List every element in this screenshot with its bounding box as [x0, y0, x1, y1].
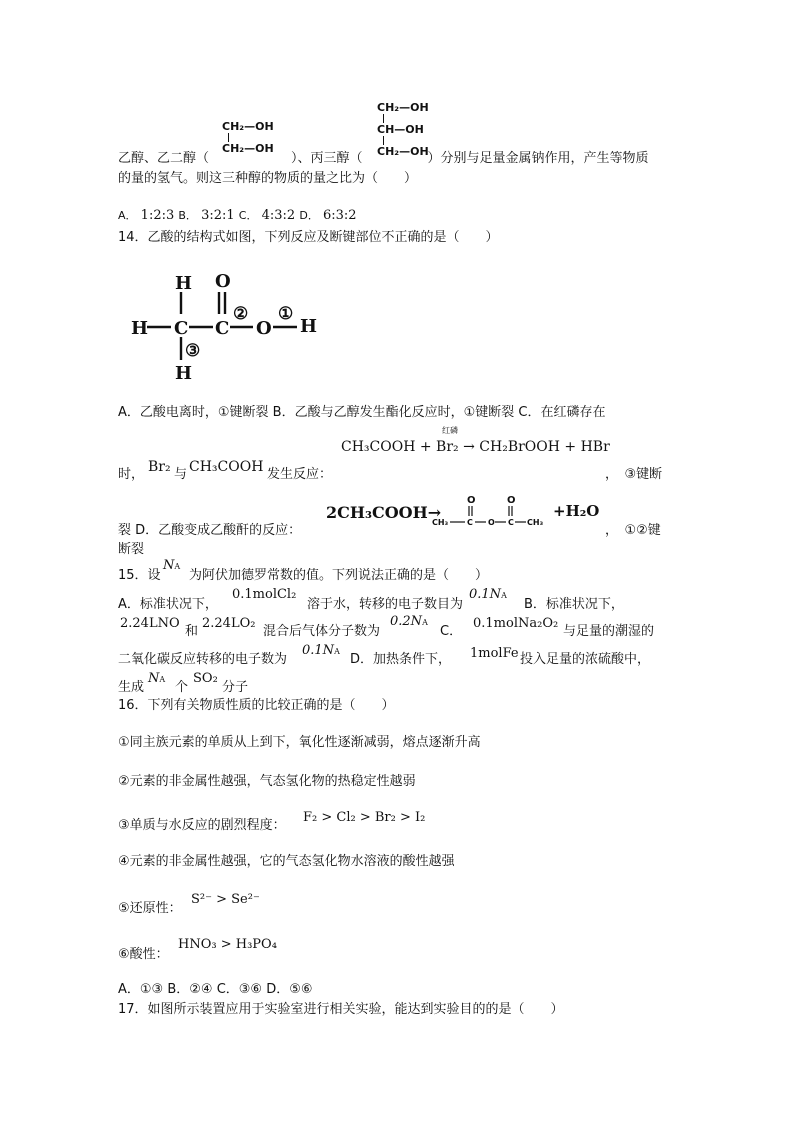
q16-s4: ④元素的非金属性越强，它的气态氢化物水溶液的酸性越强 [118, 854, 455, 869]
q14-line-c [118, 466, 144, 484]
q13-opt-a-label: A． [118, 209, 137, 222]
q15-b2: 和 [185, 624, 199, 639]
atom-h-top: H [175, 273, 193, 294]
q15-stem-b: 为阿伏加德罗常数的值。下列说法正确的是（ ） [189, 568, 489, 583]
q15-c-math2 [302, 643, 340, 658]
q15-a-math1: 0.1molCl₂ [232, 587, 297, 602]
q14-stem: 14．乙酸的结构式如图，下列反应及断键部位不正确的是（ ） [118, 230, 499, 245]
glycerol-row1: CH₂—OH [377, 101, 429, 114]
q15-d-na [148, 671, 165, 686]
q15-a-na: 0.1N [469, 587, 502, 602]
q13-opt-b-label: B． [178, 209, 197, 222]
q16-s1: ①同主族元素的单质从上到下，氧化性逐渐减弱，熔点逐渐升高 [118, 735, 481, 750]
q13-opt-c: 4:3:2 [261, 208, 296, 223]
q15-d-na-sub: A [159, 675, 166, 684]
na-sub: A [174, 562, 181, 571]
q15-b-math3 [390, 614, 428, 629]
q13-opt-d: 6:3:2 [322, 208, 357, 223]
glycerol-row3: CH₂—OH [377, 145, 429, 158]
q15-na-symbol [163, 558, 180, 573]
q15-c-na-sub: A [334, 647, 340, 656]
q15-d5: 分子 [222, 680, 249, 695]
q16-s3-math: F₂ > Cl₂ > Br₂ > I₂ [303, 810, 426, 825]
bond-mark-3: ③ [185, 341, 201, 361]
q16-s6-math: HNO₃ > H₃PO₄ [178, 937, 277, 952]
q13-opt-c-label: C． [238, 209, 258, 222]
na-n: N [163, 558, 175, 573]
q14-comma12: ， ①②键 [605, 523, 661, 538]
q15-b-na: 0.2N [390, 614, 423, 629]
anh-c-right: C [508, 518, 514, 527]
acetic-acid-structure [125, 268, 325, 388]
q15-b-math1: 2.24LNO [120, 616, 180, 631]
q15-a2: 溶于水，转移的电子数目为 [307, 597, 464, 612]
atom-c2: C [215, 318, 230, 339]
q17-stem: 17．如图所示装置应用于实验室进行相关实验，能达到实验目的的是（ ） [118, 1002, 564, 1017]
glycerol-row2: CH—OH [377, 123, 424, 136]
eq-right: CH₂BrOOH + HBr [479, 439, 610, 455]
atom-h-left: H [131, 318, 149, 339]
atom-h-right: H [300, 316, 318, 337]
q14-comma3: ， ③键断 [605, 467, 663, 482]
q14-br2: Br₂ [148, 459, 171, 475]
eq-arrow: → [463, 439, 475, 455]
q16-s5-math: S²⁻ > Se²⁻ [191, 892, 260, 907]
q15-d-math1: 1molFe [470, 646, 519, 661]
q14-catalyst: 红磷 [442, 426, 458, 435]
q13-text-b: ）、丙三醇（ [291, 151, 363, 166]
anhydride-structure [432, 494, 552, 532]
q16-s5: ⑤还原性： [118, 901, 182, 916]
q13-text-a: 乙醇、乙二醇（ [118, 151, 210, 166]
anh-o-mid: O [488, 518, 495, 527]
q14-yu: 与 [174, 467, 188, 482]
glycol-bond [228, 133, 229, 142]
anh-ch3-left: CH₃ [432, 518, 449, 527]
q13-opt-d-label: D． [299, 209, 319, 222]
q14-ch3cooh: CH₃COOH [189, 459, 264, 475]
q14-line-d: 裂 D．乙酸变成乙酸酐的反应： [118, 523, 302, 538]
q13-line2: 的量的氢气。则这三种醇的物质的量之比为（ ） [118, 171, 418, 186]
q15-d2: 投入足量的浓硫酸中， [520, 652, 651, 667]
q15-stem [118, 567, 161, 585]
q16-stem: 16．下列有关物质性质的比较正确的是（ ） [118, 698, 395, 713]
anhydride-left: 2CH₃COOH→ [326, 503, 442, 522]
atom-h-bottom: H [175, 363, 193, 384]
q16-s6: ⑥酸性： [118, 947, 169, 962]
glycerol-bond1 [383, 114, 384, 123]
anh-ch3-right: CH₃ [527, 518, 544, 527]
anh-c-left: C [467, 518, 473, 527]
q14-line-d2: 断裂 [118, 542, 145, 557]
q15-a1: A．标准状况下， [118, 597, 218, 612]
q15-c-na: 0.1N [302, 643, 335, 658]
q15-b-na-sub: A [422, 618, 428, 627]
q14-shi: 时， [118, 467, 145, 482]
atom-c1: C [174, 318, 189, 339]
q15-d1: D．加热条件下， [350, 652, 452, 667]
q15-d4: 个 [175, 680, 189, 695]
q15-c-math1: 0.1molNa₂O₂ [473, 616, 559, 631]
anh-o-top-left: O [467, 495, 476, 506]
q14-fasheng: 发生反应： [267, 467, 333, 482]
anhydride-water: +H₂O [553, 502, 600, 520]
q15-d-na-n: N [148, 671, 160, 686]
q15-stem-a: 15．设 [118, 568, 161, 583]
bromination-equation [341, 439, 610, 455]
glycol-bottom: CH₂—OH [222, 142, 274, 155]
q13-opt-b: 3:2:1 [201, 208, 235, 223]
q13-line1 [118, 150, 649, 168]
q15-c1: C． [440, 624, 463, 639]
q13-text-c: ）分别与足量金属钠作用，产生等物质 [427, 151, 649, 166]
q15-b1: B．标准状况下， [524, 597, 624, 612]
q14-line-a: A．乙酸电离时，①键断裂 B．乙酸与乙醇发生酯化反应时，①键断裂 C．在红磷存在 [118, 405, 606, 420]
atom-o-top: O [215, 271, 231, 292]
q15-a-math2 [469, 587, 507, 602]
glycol-top: CH₂—OH [222, 120, 274, 133]
bond-mark-2: ② [233, 304, 249, 324]
q15-c3: 二氧化碳反应转移的电子数为 [118, 652, 288, 667]
q15-d3: 生成 [118, 680, 145, 695]
q15-c2: 与足量的潮湿的 [563, 624, 655, 639]
q16-options: A．①③ B．②④ C．③⑥ D．⑤⑥ [118, 982, 313, 997]
q16-s2: ②元素的非金属性越强，气态氢化物的热稳定性越弱 [118, 774, 416, 789]
atom-o-mid: O [256, 318, 272, 339]
q13-options [118, 207, 357, 225]
q15-d-math2: SO₂ [193, 671, 218, 686]
q15-b-math2: 2.24LO₂ [202, 616, 256, 631]
q13-opt-a: 1:2:3 [140, 208, 175, 223]
eq-left: CH₃COOH + Br₂ [341, 439, 459, 455]
bond-mark-1: ① [278, 304, 294, 324]
q16-s3: ③单质与水反应的剧烈程度： [118, 818, 286, 833]
anh-o-top-right: O [507, 495, 516, 506]
q15-b3: 混合后气体分子数为 [263, 624, 381, 639]
glycerol-bond2 [383, 136, 384, 145]
q15-a-na-sub: A [501, 591, 507, 600]
